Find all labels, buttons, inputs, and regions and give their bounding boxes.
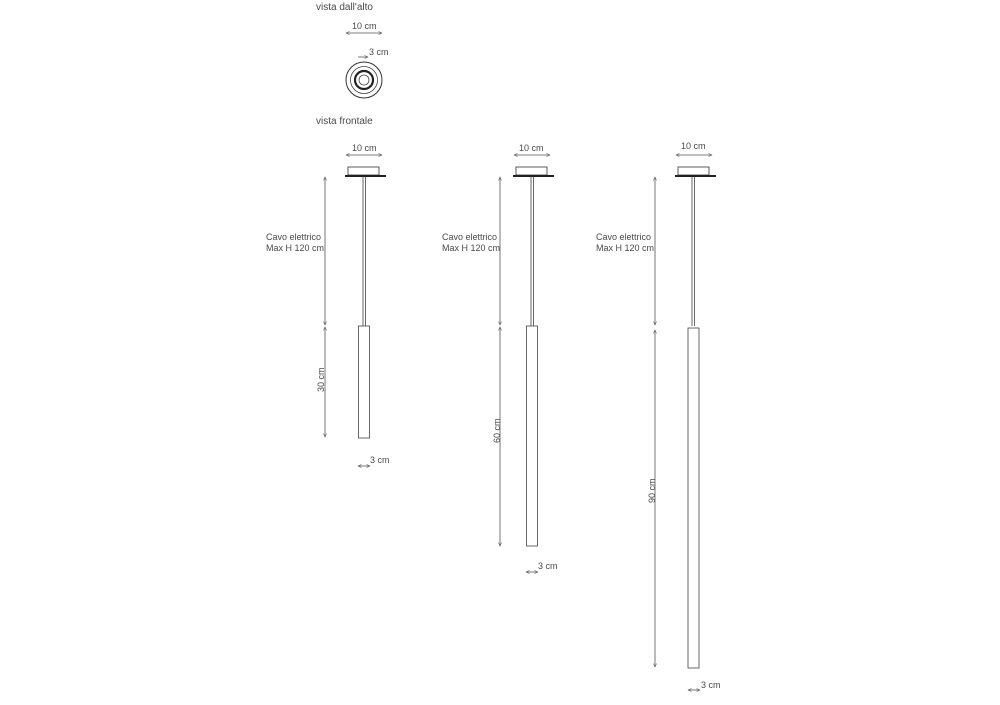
top-view-width-label: 10 cm [352, 21, 377, 31]
lamp2-cable-label-line2: Max H 120 cm [442, 243, 501, 254]
front-view-label: vista frontale [316, 116, 373, 127]
lamp-90cm [655, 155, 716, 690]
top-view-tube-inner [359, 75, 369, 85]
lamp1-cable-label [266, 232, 324, 255]
top-view-tube-dark [355, 71, 373, 89]
top-view-label: vista dall'alto [316, 2, 373, 13]
lamp1-cable-label-line1: Cavo elettrico [266, 232, 322, 242]
lamp-30cm [325, 155, 386, 466]
lamp-60cm [500, 155, 554, 572]
lamp2-canopy [516, 167, 547, 175]
lamp1-cable-label-line2: Max H 120 cm [266, 243, 325, 254]
lamp3-diameter-label: 3 cm [701, 680, 721, 690]
lamp2-diameter-label: 3 cm [538, 561, 558, 571]
lamp1-body-height-label: 30 cm [316, 367, 326, 392]
lamp1-tube [359, 326, 370, 438]
lamp1-diameter-label: 3 cm [370, 455, 390, 465]
lamp3-canopy [678, 167, 709, 175]
lamp3-cable-label-line2: Max H 120 cm [596, 243, 655, 254]
lamp3-canopy-label: 10 cm [681, 141, 706, 151]
lamp2-cable-label [442, 232, 500, 255]
lamp2-cable-label-line1: Cavo elettrico [442, 232, 498, 242]
lamp1-canopy [348, 167, 379, 175]
top-view-canopy-outer [346, 62, 382, 98]
lamp3-cable-label-line1: Cavo elettrico [596, 232, 652, 242]
lamp1-canopy-label: 10 cm [352, 143, 377, 153]
top-view-inner-label: 3 cm [369, 47, 389, 57]
lamp3-tube [688, 328, 699, 668]
lamp2-body-height-label: 60 cm [492, 418, 502, 443]
lamp3-cable-label [596, 232, 654, 255]
lamp2-canopy-label: 10 cm [519, 143, 544, 153]
lamp3-body-height-label: 90 cm [647, 478, 657, 503]
lamp2-tube [527, 326, 538, 546]
top-view [346, 33, 382, 98]
